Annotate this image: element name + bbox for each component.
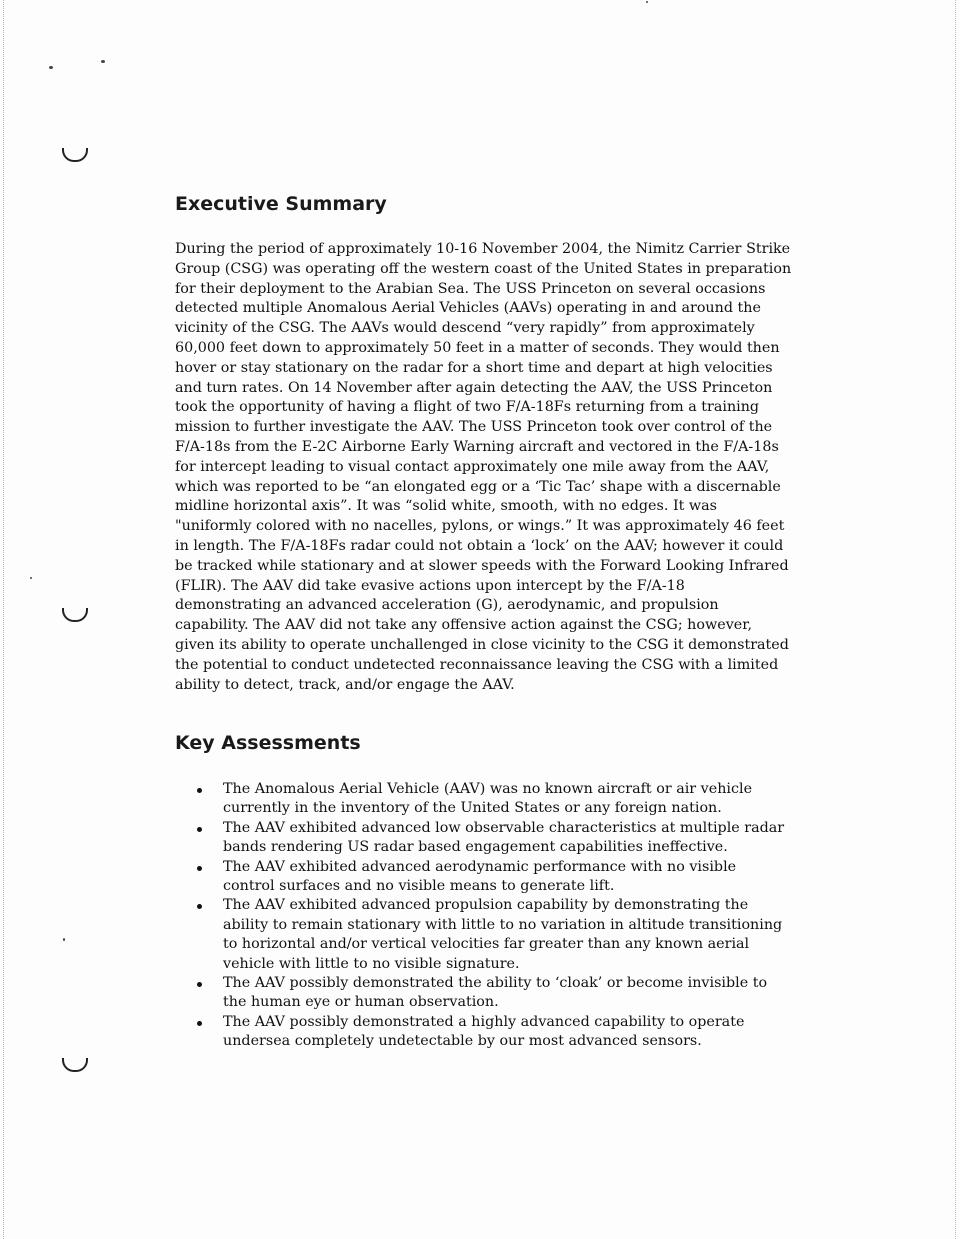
bullet-icon — [197, 1021, 202, 1026]
summary-line: During the period of approximately 10-16 November 2004, the Nimitz Carrier Strike — [175, 241, 791, 257]
assessment-line: vehicle with little to no visible signature. — [223, 955, 520, 972]
assessment-line: The AAV possibly demonstrated the ability to ‘cloak’ or become invisible to — [223, 975, 768, 992]
summary-line: for intercept leading to visual contact approximately one mile away from the AAV, — [175, 458, 770, 475]
assessment-item — [175, 896, 795, 974]
scan-edge-right — [955, 0, 957, 1239]
summary-line: mission to further investigate the AAV. The USS Princeton took over control of the — [175, 419, 773, 436]
assessment-item — [175, 780, 795, 819]
assessment-line: The AAV exhibited advanced propulsion capability by demonstrating the — [223, 897, 749, 914]
summary-line: ability to detect, track, and/or engage the AAV. — [175, 676, 515, 693]
assessment-line: control surfaces and no visible means to generate lift. — [223, 878, 615, 895]
assessment-line: ability to remain stationary with little to no variation in altitude transitioning — [223, 916, 783, 933]
assessment-line: The AAV exhibited advanced low observable characteristics at multiple radar — [223, 819, 785, 836]
summary-line: midline horizontal axis”. It was “solid white, smooth, with no edges. It was — [175, 498, 717, 515]
assessment-item — [175, 974, 795, 1013]
summary-line: which was reported to be “an elongated egg or a ‘Tic Tac’ shape with a discernable — [175, 478, 781, 495]
summary-line: given its ability to operate unchallenged in close vicinity to the CSG it demonstrated — [175, 636, 789, 653]
summary-line: and turn rates. On 14 November after again detecting the AAV, the USS Princeton — [175, 379, 773, 396]
executive-summary-paragraph — [175, 240, 790, 695]
executive-summary-heading: Executive Summary — [175, 193, 387, 215]
assessment-item — [175, 858, 795, 897]
scan-speck — [63, 938, 65, 941]
bullet-icon — [197, 788, 202, 793]
key-assessments-heading: Key Assessments — [175, 732, 361, 754]
assessment-line: The AAV possibly demonstrated a highly advanced capability to operate — [223, 1013, 745, 1030]
summary-line: Group (CSG) was operating off the western coast of the United States in preparation — [175, 260, 792, 277]
scan-speck — [646, 1, 648, 3]
assessment-line: The Anomalous Aerial Vehicle (AAV) was no known aircraft or air vehicle — [223, 781, 753, 797]
assessment-line: undersea completely undetectable by our most advanced sensors. — [223, 1033, 702, 1050]
assessment-item — [175, 1013, 795, 1052]
assessment-line: The AAV exhibited advanced aerodynamic performance with no visible — [223, 858, 737, 875]
assessment-line: the human eye or human observation. — [223, 994, 499, 1011]
summary-line: hover or stay stationary on the radar for a short time and depart at high velocities — [175, 359, 773, 376]
bullet-icon — [197, 982, 202, 987]
summary-line: in length. The F/A-18Fs radar could not obtain a ‘lock’ on the AAV; however it could — [175, 537, 784, 554]
summary-line: capability. The AAV did not take any offensive action against the CSG; however, — [175, 617, 753, 634]
key-assessments-list — [175, 780, 795, 1052]
summary-line: 60,000 feet down to approximately 50 feet in a matter of seconds. They would then — [175, 339, 780, 356]
assessment-line: currently in the inventory of the United States or any foreign nation. — [223, 800, 722, 817]
summary-line: (FLIR). The AAV did take evasive actions upon intercept by the F/A-18 — [175, 577, 685, 594]
scan-speck — [101, 60, 105, 63]
summary-line: "uniformly colored with no nacelles, pylons, or wings.” It was approximately 46 feet — [175, 518, 785, 535]
scan-speck — [30, 577, 32, 579]
bullet-icon — [197, 904, 202, 909]
assessment-line: bands rendering US radar based engagement capabilities ineffective. — [223, 839, 728, 856]
summary-line: the potential to conduct undetected reconnaissance leaving the CSG with a limited — [175, 656, 779, 673]
summary-line: took the opportunity of having a flight of two F/A-18Fs returning from a training — [175, 399, 760, 416]
binder-hole-mark — [62, 608, 88, 622]
summary-line: F/A-18s from the E-2C Airborne Early Warning aircraft and vectored in the F/A-18s — [175, 438, 779, 455]
summary-line: detected multiple Anomalous Aerial Vehicles (AAVs) operating in and around the — [175, 300, 761, 317]
assessment-item — [175, 819, 795, 858]
bullet-icon — [197, 866, 202, 871]
summary-line: be tracked while stationary and at slower speeds with the Forward Looking Infrared — [175, 557, 789, 574]
summary-line: vicinity of the CSG. The AAVs would descend “very rapidly” from approximately — [175, 320, 755, 337]
assessment-line: to horizontal and/or vertical velocities far greater than any known aerial — [223, 936, 750, 953]
binder-hole-mark — [62, 148, 88, 162]
scan-edge-left — [3, 0, 5, 1239]
binder-hole-mark — [62, 1058, 88, 1072]
scan-speck — [49, 66, 53, 69]
summary-line: for their deployment to the Arabian Sea. The USS Princeton on several occasions — [175, 280, 766, 297]
bullet-icon — [197, 827, 202, 832]
summary-line: demonstrating an advanced acceleration (G), aerodynamic, and propulsion — [175, 597, 719, 614]
